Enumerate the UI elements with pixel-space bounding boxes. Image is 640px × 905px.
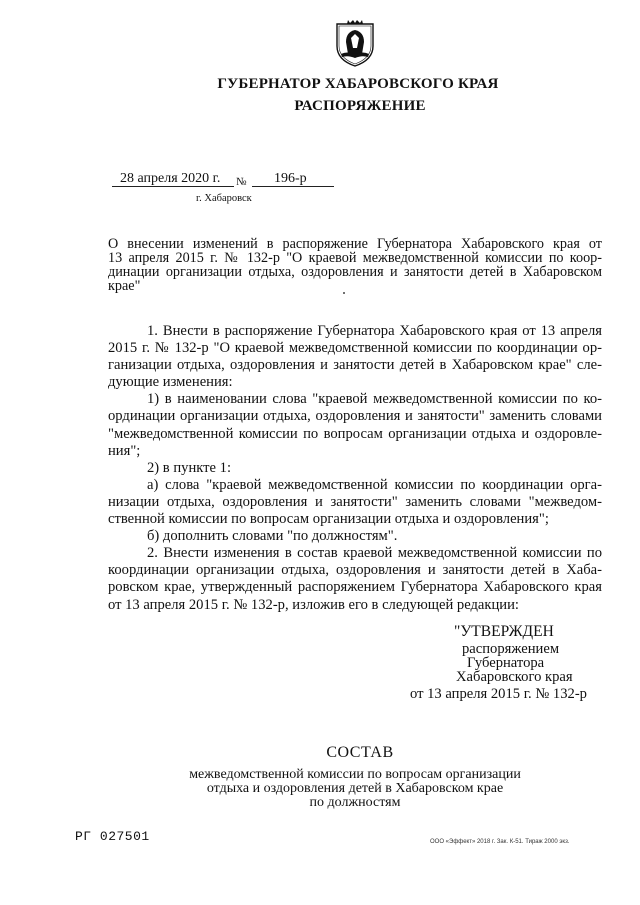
body-line: дующие изменения: [108,374,233,391]
composition-subtitle: отдыха и оздоровления детей в Хабаровском крае [206,781,504,796]
subject-line: крае" [108,278,141,294]
number-underline [252,186,334,187]
body-line: ровском крае, утвержденный распоряжением Губернатора Хабаровского края [108,579,602,596]
body-line: а) слова "краевой межведомственной комиссии по координации орга- [147,476,602,493]
body-line: 2015 г. № 132-р "О краевой межведомственной комиссии по координации ор- [108,340,602,357]
approval-line: распоряжением [462,641,560,657]
document-city: г. Хабаровск [196,193,252,204]
document-body [108,323,602,614]
date-underline [112,186,234,187]
composition-title: СОСТАВ [326,744,394,761]
body-line: 2. Внести изменения в состав краевой межведомственной комиссии по [147,545,602,562]
approval-line: Губернатора [467,655,545,671]
body-line: ганизации отдыха, оздоровления и занятости детей в Хабаровском крае" сле- [108,357,602,374]
body-line: 1. Внести в распоряжение Губернатора Хабаровского края от 13 апреля [147,323,602,339]
printer-imprint: ООО «Эффект» 2018 г. Зак. К-51. Тираж 2000 экз. [430,839,570,845]
composition-subtitle: по должностям [309,795,401,810]
body-line: ординации организации отдыха, оздоровления и занятости" заменить словами [108,408,602,425]
body-line: б) дополнить словами "по должностям". [147,528,398,545]
subject-line: динации организации отдыха, оздоровления и занятости детей в Хабаровском [108,264,602,280]
khabarovsk-coat-of-arms-icon [332,18,378,68]
body-line: ния"; [108,442,141,459]
subject-line: 13 апреля 2015 г. № 132-р "О краевой межведомственной комиссии по коор- [108,250,602,266]
document-subject [108,237,602,293]
body-line: от 13 апреля 2015 г. № 132-р, изложив его в следующей редакции: [108,596,519,613]
body-line: координации организации отдыха, оздоровления и занятости детей в Хаба- [108,562,602,579]
approval-title: "УТВЕРЖДЕН [454,623,554,640]
subject-line: О внесении изменений в распоряжение Губернатора Хабаровского края от [108,236,602,252]
document-date: 28 апреля 2020 г. [120,171,221,186]
authority-title: ГУБЕРНАТОР ХАБАРОВСКОГО КРАЯ [217,76,499,92]
body-line: 2) в пункте 1: [147,459,232,476]
body-line: 1) в наименовании слова "краевой межведомственной комиссии по ко- [147,391,602,408]
body-line: "межведомственной комиссии по вопросам организации отдыха и оздоровле- [108,425,602,442]
approval-line: от 13 апреля 2015 г. № 132-р [410,686,587,702]
body-line: ственной комиссии по вопросам организации отдыха и оздоровления"; [108,511,549,528]
stray-dot [343,292,345,294]
approval-line: Хабаровского края [456,669,573,685]
form-serial-number: РГ 027501 [75,829,150,844]
composition-subtitle: межведомственной комиссии по вопросам организации [189,767,521,782]
body-line: низации отдыха, оздоровления и занятости" заменить словами "межведом- [108,493,602,510]
document-number: 196-р [274,171,307,186]
number-sign: № [236,176,247,188]
document-type-title: РАСПОРЯЖЕНИЕ [294,98,426,114]
